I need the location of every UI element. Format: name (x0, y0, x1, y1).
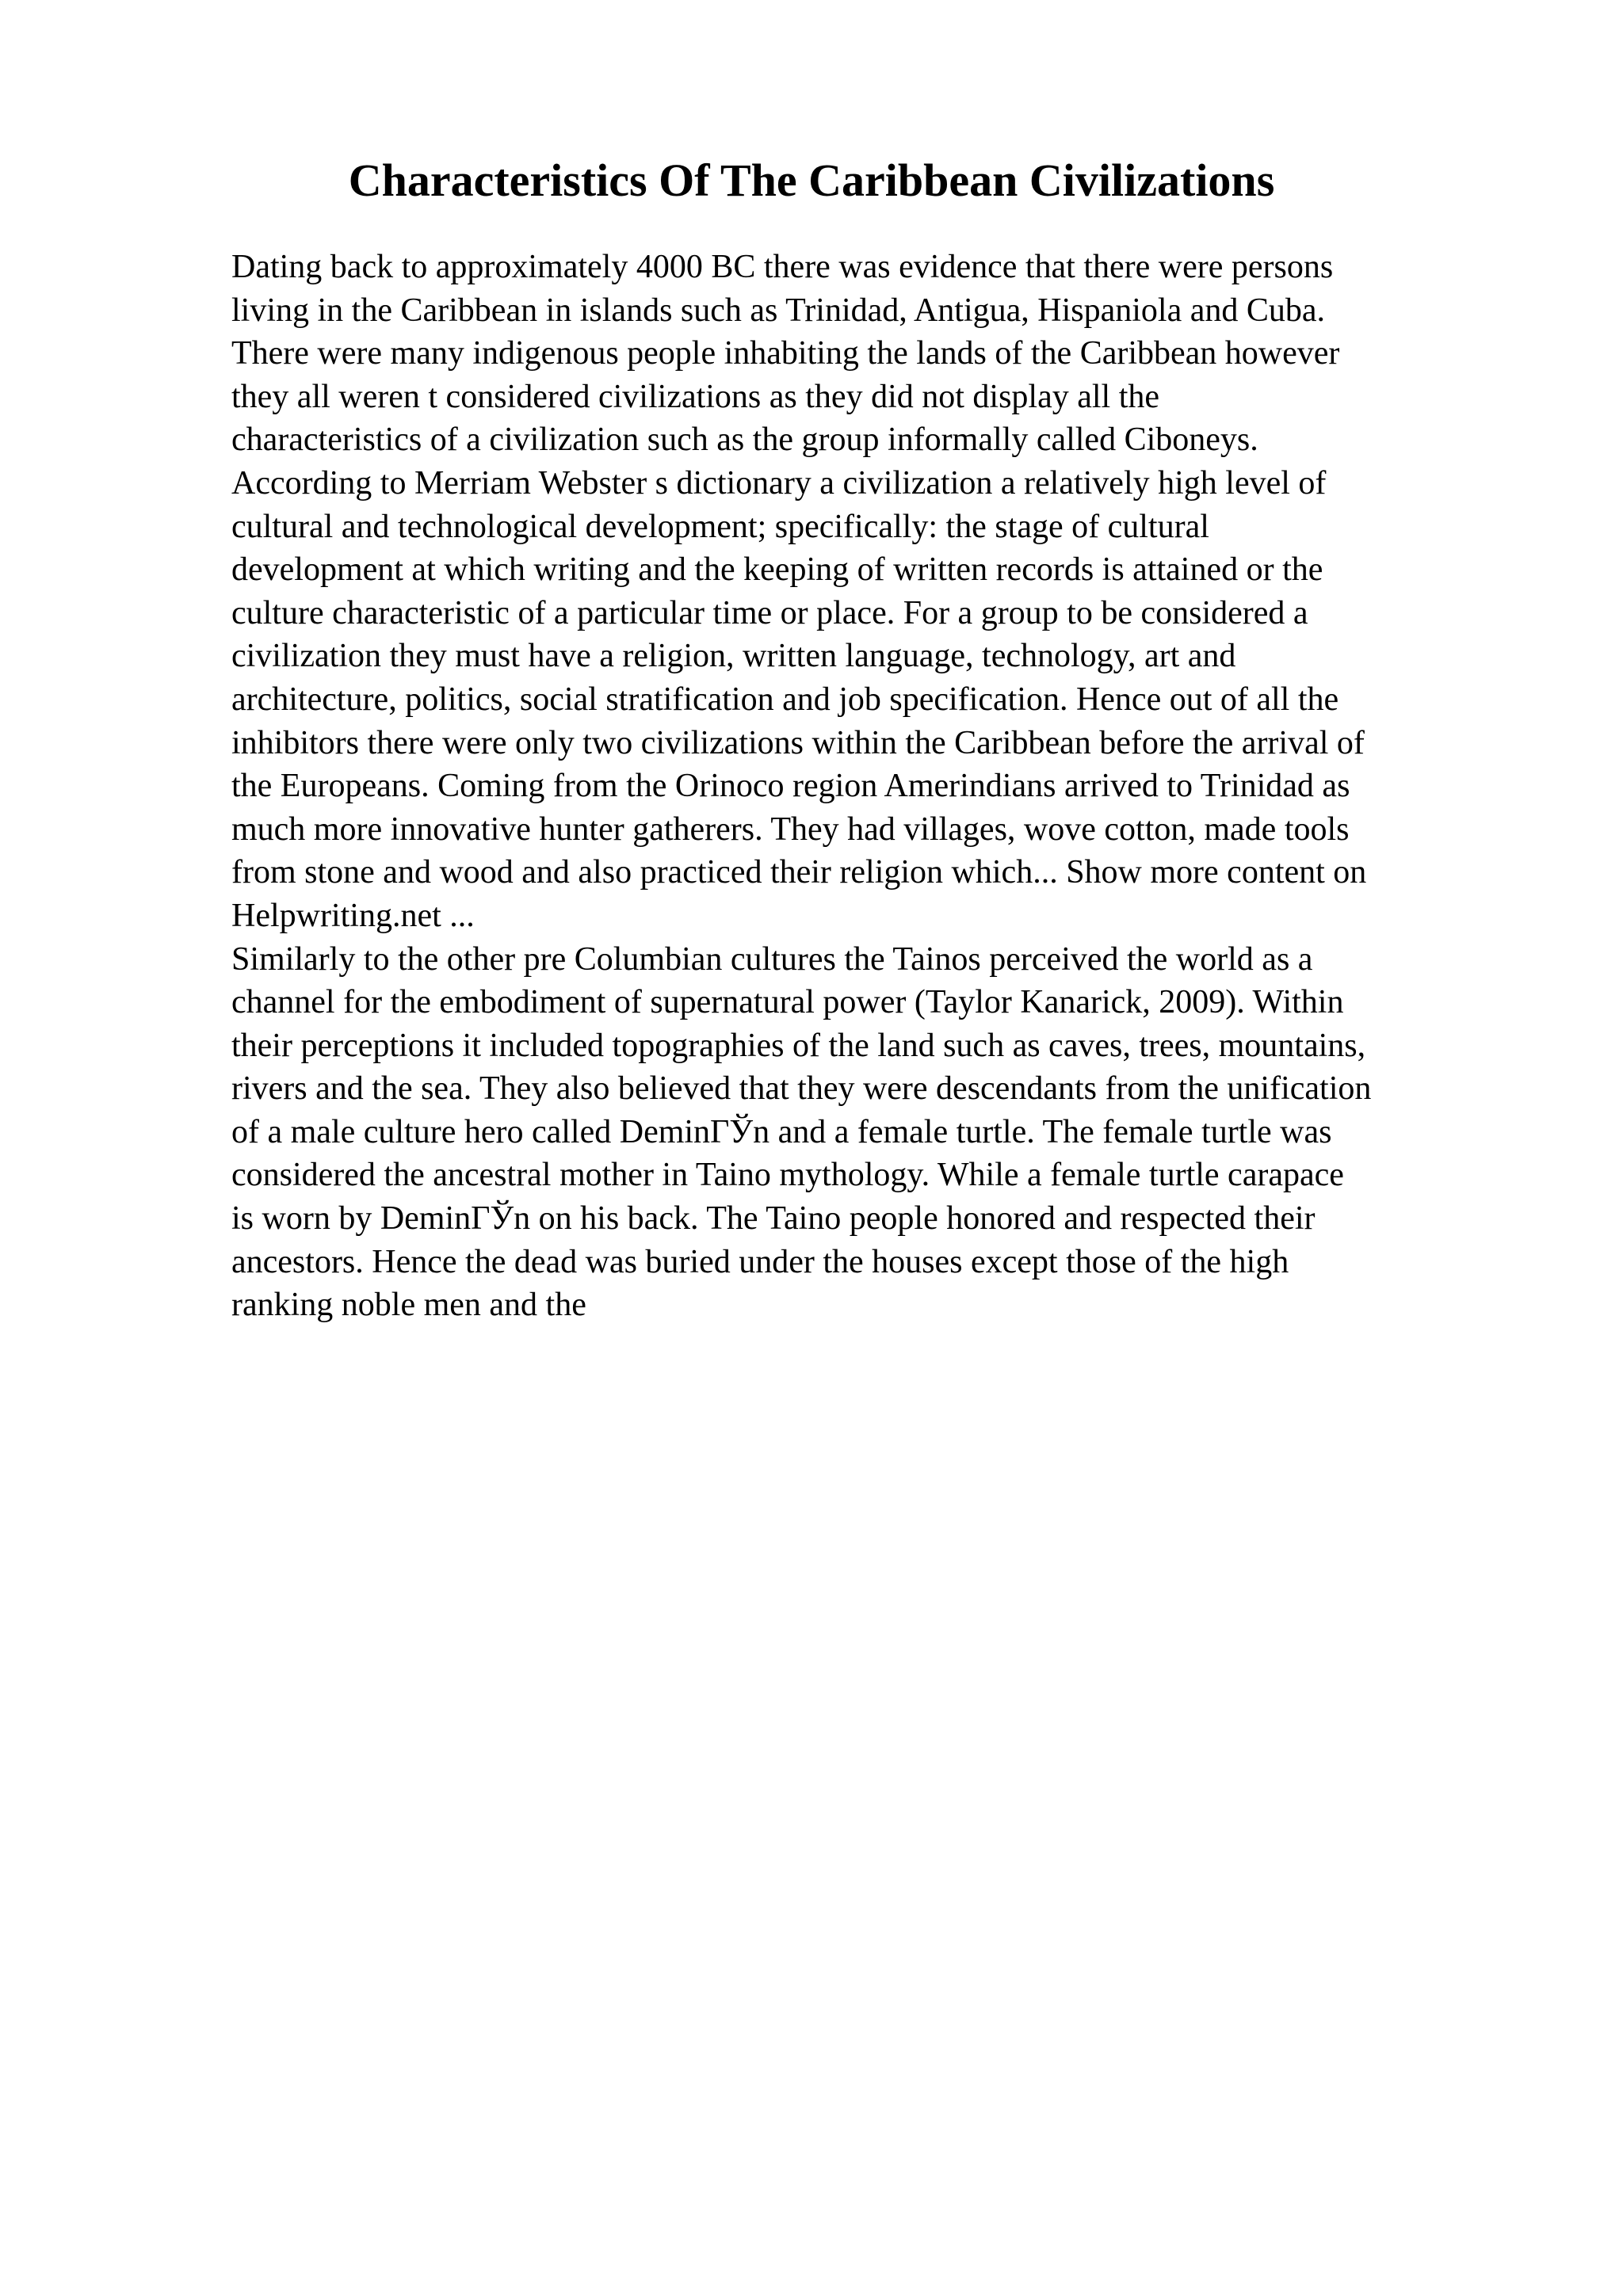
document-title: Characteristics Of The Caribbean Civilizations (348, 154, 1275, 206)
body-line: the Europeans. Coming from the Orinoco region Amerindians arrived to Trinidad as (231, 768, 1350, 805)
document-body (231, 246, 1515, 1327)
body-line: they all weren t considered civilizations as they did not display all the (231, 378, 1160, 415)
body-line: ancestors. Hence the dead was buried under the houses except those of the high (231, 1243, 1289, 1280)
body-line: from stone and wood and also practiced their religion which... Show more content on (231, 854, 1367, 891)
body-line: is worn by DeminГЎn on his back. The Taino people honored and respected their (231, 1200, 1316, 1238)
body-line: There were many indigenous people inhabiting the lands of the Caribbean however (231, 335, 1340, 372)
body-line: Dating back to approximately 4000 BC there was evidence that there were persons (231, 249, 1334, 285)
body-line: culture characteristic of a particular time or place. For a group to be considered a (231, 594, 1308, 631)
body-line: of a male culture hero called DeminГЎn and a female turtle. The female turtle was (231, 1113, 1332, 1150)
body-line: civilization they must have a religion, written language, technology, art and (231, 638, 1236, 675)
body-line: architecture, politics, social stratification and job specification. Hence out of all the (231, 681, 1339, 718)
body-line: Similarly to the other pre Columbian cultures the Tainos perceived the world as a (231, 940, 1313, 978)
body-line: their perceptions it included topographies of the land such as caves, trees, mountains, (231, 1027, 1366, 1064)
body-line: development at which writing and the keeping of written records is attained or the (231, 551, 1323, 589)
body-line: Helpwriting.net ... (231, 897, 475, 934)
body-line: According to Merriam Webster s dictionary a civilization a relatively high level of (231, 464, 1327, 502)
body-line: living in the Caribbean in islands such as Trinidad, Antigua, Hispaniola and Cuba. (231, 292, 1326, 329)
body-line: cultural and technological development; specifically: the stage of cultural (231, 508, 1209, 545)
body-line: ranking noble men and the (231, 1287, 586, 1324)
body-line: inhibitors there were only two civilizations within the Caribbean before the arrival of (231, 724, 1365, 761)
body-line: much more innovative hunter gatherers. They had villages, wove cotton, made tools (231, 810, 1350, 848)
body-line: considered the ancestral mother in Taino mythology. While a female turtle carapace (231, 1157, 1344, 1194)
body-line: channel for the embodiment of supernatural power (Taylor Kanarick, 2009). Within (231, 984, 1344, 1021)
body-line: rivers and the sea. They also believed that they were descendants from the unification (231, 1070, 1372, 1108)
body-line: characteristics of a civilization such as the group informally called Ciboneys. (231, 421, 1258, 459)
